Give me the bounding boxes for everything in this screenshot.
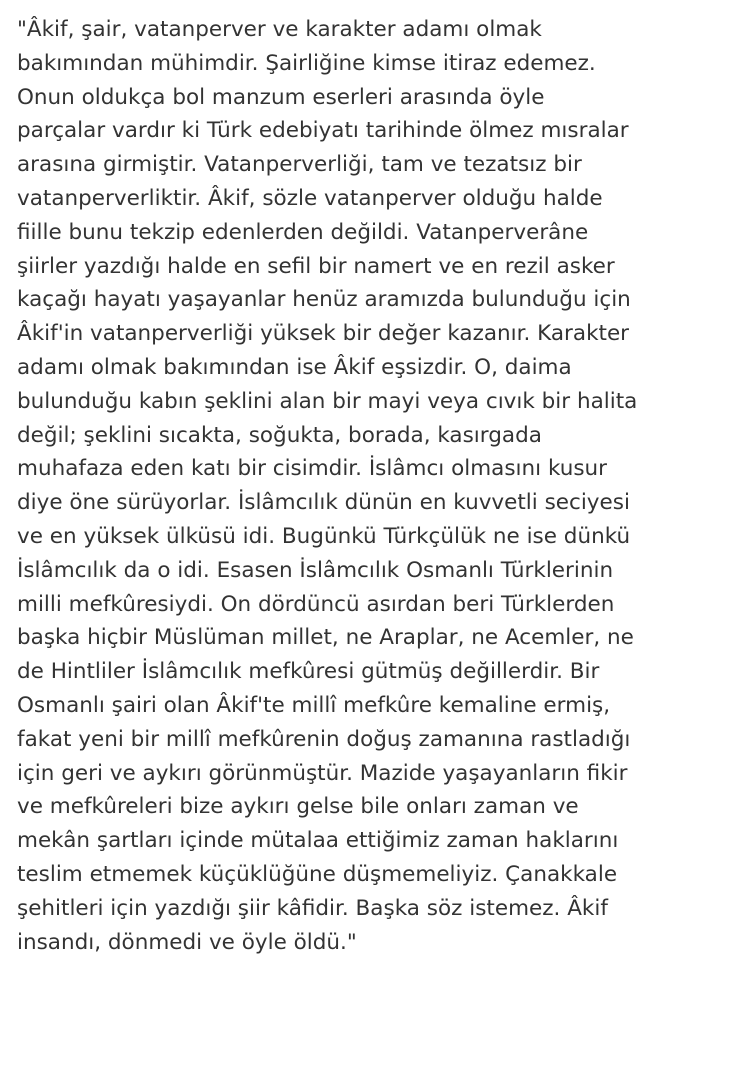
quote-line-12: bulunduğu kabın şeklini alan bir mayi veya cıvık bir halita <box>17 388 638 414</box>
quote-line-4: parçalar vardır ki Türk edebiyatı tarihinde ölmez mısralar <box>17 118 629 144</box>
quote-line-3: Onun oldukça bol manzum eserleri arasında öyle <box>17 84 545 110</box>
quote-line-2: bakımından mühimdir. Şairliğine kimse itiraz edemez. <box>17 50 596 76</box>
quote-line-14: muhafaza eden katı bir cisimdir. İslâmcı olmasını kusur <box>17 456 608 482</box>
quote-line-28: insandı, dönmedi ve öyle öldü." <box>17 929 357 955</box>
quote-line-10: Âkif'in vatanperverliği yüksek bir değer kazanır. Karakter <box>17 321 630 347</box>
quote-line-24: ve mefkûreleri bize aykırı gelse bile onları zaman ve <box>17 794 579 820</box>
quote-line-13: değil; şeklini sıcakta, soğukta, borada, kasırgada <box>17 422 542 448</box>
quote-line-5: arasına girmiştir. Vatanperverliği, tam ve tezatsız bir <box>17 152 582 178</box>
quote-paragraph <box>17 13 741 959</box>
quote-line-21: Osmanlı şairi olan Âkif'te millî mefkûre kemaline ermiş, <box>17 692 611 718</box>
quote-line-22: fakat yeni bir millî mefkûrenin doğuş zamanına rastladığı <box>17 726 631 752</box>
quote-line-15: diye öne sürüyorlar. İslâmcılık dünün en kuvvetli seciyesi <box>17 490 630 516</box>
quote-line-7: fiille bunu tekzip edenlerden değildi. Vatanperverâne <box>17 219 589 245</box>
quote-line-1: "Âkif, şair, vatanperver ve karakter adamı olmak <box>17 17 542 42</box>
quote-line-20: de Hintliler İslâmcılık mefkûresi gütmüş değillerdir. Bir <box>17 659 600 685</box>
quote-line-9: kaçağı hayatı yaşayanlar henüz aramızda bulunduğu için <box>17 287 631 313</box>
quote-line-25: mekân şartları içinde mütalaa ettiğimiz zaman haklarını <box>17 828 619 854</box>
quote-line-8: şiirler yazdığı halde en sefil bir namert ve en rezil asker <box>17 253 615 279</box>
quote-line-6: vatanperverliktir. Âkif, sözle vatanperver olduğu halde <box>17 185 603 211</box>
quote-line-26: teslim etmemek küçüklüğüne düşmemeliyiz. Çanakkale <box>17 861 618 887</box>
quote-line-19: başka hiçbir Müslüman millet, ne Araplar, ne Acemler, ne <box>17 625 634 651</box>
quote-line-18: milli mefkûresiydi. On dördüncü asırdan beri Türklerden <box>17 591 615 617</box>
quote-line-27: şehitleri için yazdığı şiir kâfidir. Başka söz istemez. Âkif <box>17 895 608 921</box>
quote-line-16: ve en yüksek ülküsü idi. Bugünkü Türkçülük ne ise dünkü <box>17 523 631 549</box>
quote-line-11: adamı olmak bakımından ise Âkif eşsizdir. O, daima <box>17 354 572 380</box>
quote-line-23: için geri ve aykırı görünmüştür. Mazide yaşayanların fikir <box>17 760 628 786</box>
quote-line-17: İslâmcılık da o idi. Esasen İslâmcılık Osmanlı Türklerinin <box>17 557 614 583</box>
